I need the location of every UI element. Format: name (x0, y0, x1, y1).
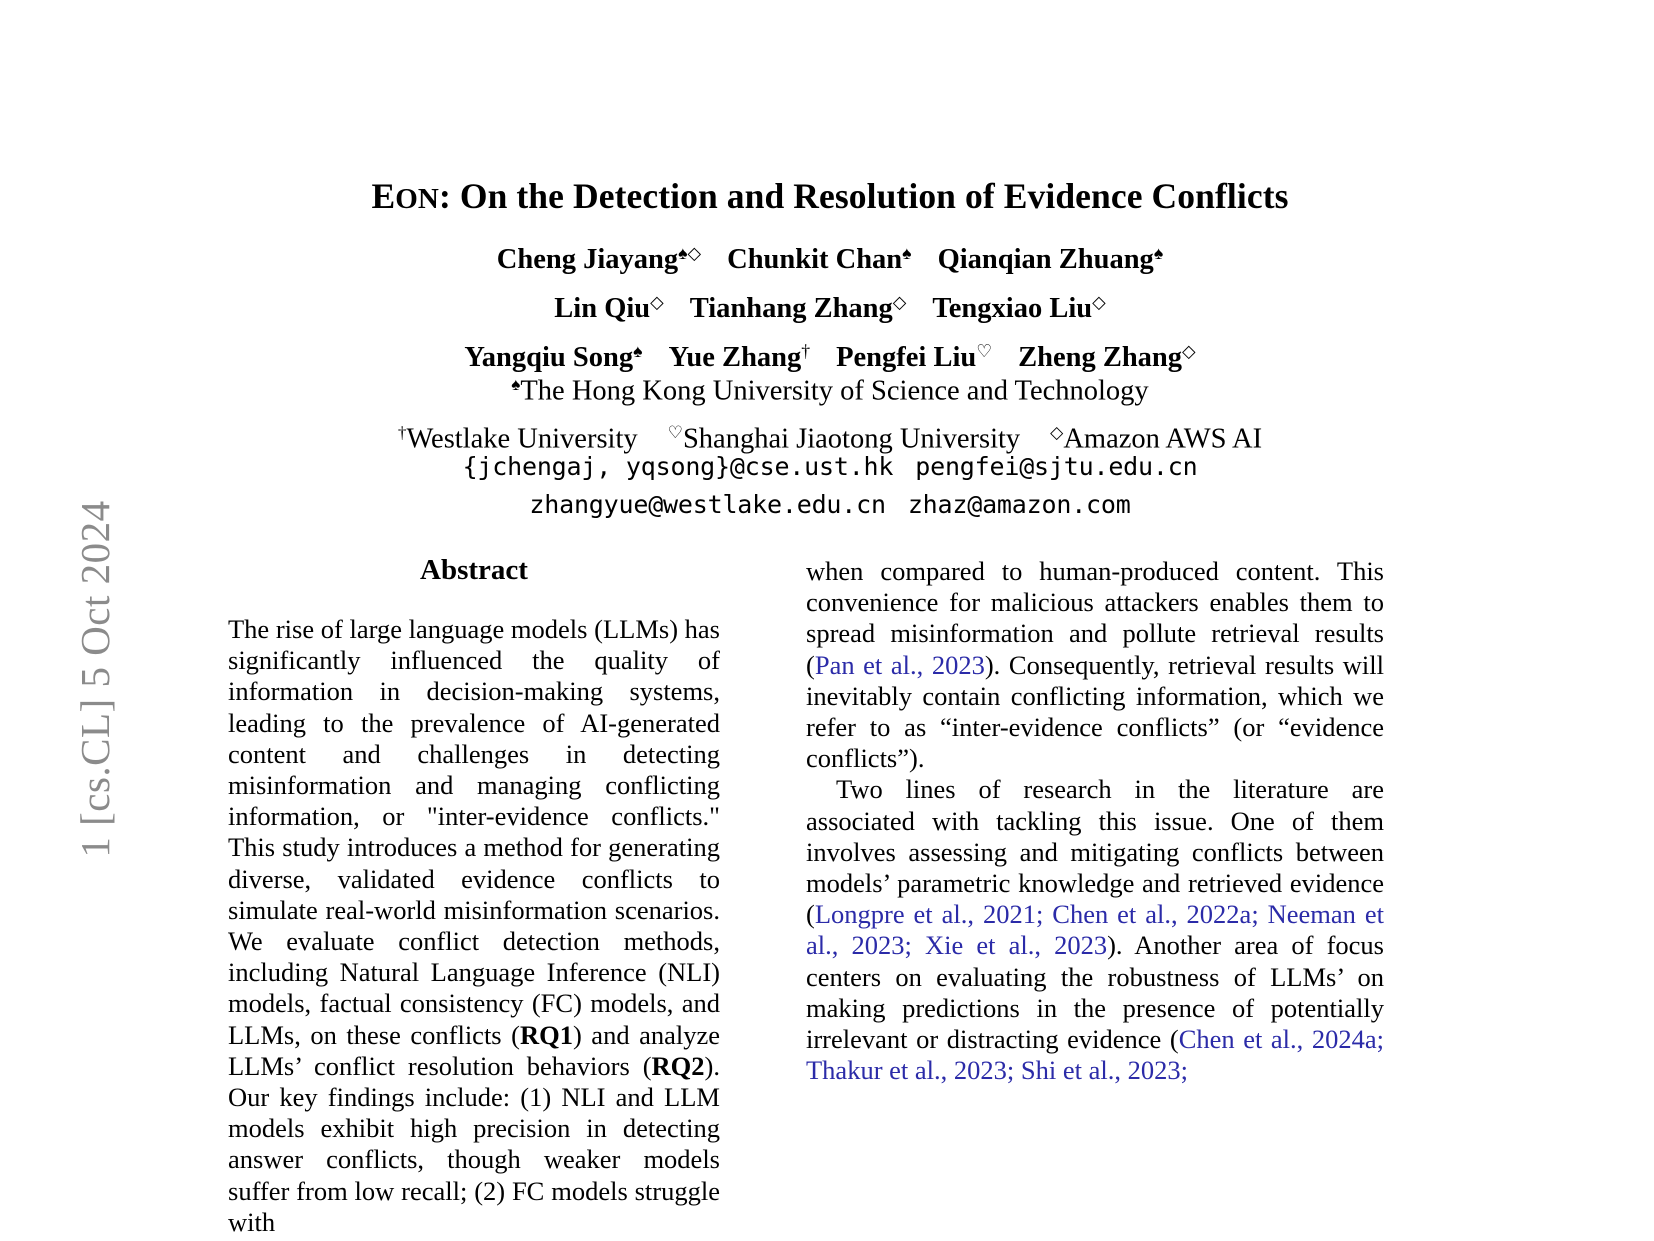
author-name: Pengfei Liu (836, 342, 977, 374)
author-name: Yangqiu Song (464, 342, 634, 374)
citation-link[interactable]: Shi et al., 2023 (1020, 1055, 1181, 1086)
affiliation-name: The Hong Kong University of Science and Technology (520, 375, 1149, 407)
intro-p1-part-1: when compared to human-produced content. This convenience for malicious attackers enables them to spread misinformation and pollute retrieval results ( (806, 556, 1384, 680)
author-line (180, 232, 1480, 281)
author-name: Tianhang Zhang (689, 293, 893, 325)
citation-separator: ; (1180, 1055, 1189, 1086)
arxiv-identifier-stamp: 1 [cs.CL] 5 Oct 2024 (72, 500, 118, 858)
citation-link[interactable]: Longpre et al., 2021 (814, 899, 1036, 930)
citation-separator: ; (904, 930, 925, 961)
abstract-heading: Abstract (420, 554, 528, 586)
intro-p2-part-2: ). Another area of focus centers on evaluating the robustness of LLMs’ on making predictions in the presence of potentially irrelevant or distracting evidence ( (806, 930, 1384, 1055)
citation-separator: ; (1376, 1024, 1384, 1055)
author-list (180, 232, 1480, 380)
affiliation-name: Westlake University (406, 423, 638, 455)
author-name: Cheng Jiayang (496, 244, 679, 276)
intro-p2-part-1: Two lines of research in the literature are associated with tackling this issue. One of them involves assessing and mitigating conflicts between models’ parametric knowledge and retrieved evidence ( (806, 774, 1384, 930)
abstract-paragraph (228, 614, 720, 1238)
contact-emails (180, 448, 1480, 524)
introduction-column (806, 556, 1384, 1086)
affiliation-list (180, 364, 1480, 461)
abstract-text-part-2: ) and analyze LLMs’ conflict resolution behaviors ( (228, 1019, 720, 1081)
author-line (180, 281, 1480, 330)
citation-separator: ; (1006, 1055, 1021, 1086)
email-address[interactable]: zhaz@amazon.com (907, 490, 1131, 519)
author-affil-mark-diamond: ◇ (1092, 292, 1106, 313)
citation-separator: ; (1035, 899, 1053, 930)
author-name: Yue Zhang (668, 342, 802, 374)
title-lead: E (371, 176, 396, 216)
research-question-1-label: RQ1 (519, 1019, 573, 1050)
affiliation-name: Shanghai Jiaotong University (682, 423, 1021, 455)
research-question-2-label: RQ2 (651, 1050, 705, 1081)
intro-paragraph-1 (806, 556, 1384, 774)
citation-link[interactable]: Neeman et al., 2023 (806, 899, 1384, 961)
author-affil-mark-spade: ♠ (1153, 243, 1164, 263)
title-smallcaps: ON (395, 183, 439, 215)
citation-link[interactable]: Pan et al., 2023 (814, 649, 985, 680)
author-affil-mark-heart: ♡ (976, 341, 993, 362)
email-address[interactable]: zhangyue@westlake.edu.cn (529, 490, 886, 519)
intro-paragraph-2 (806, 774, 1384, 1086)
citation-link[interactable]: Chen et al., 2024a (1178, 1024, 1377, 1055)
abstract-text-part-3: ). Our key findings include: (1) NLI and LLM models exhibit high precision in detecting answer conflicts, though weaker models suffer from low recall; (2) FC models struggle with (228, 1050, 720, 1237)
author-name: Qianqian Zhuang (937, 244, 1154, 276)
email-line (180, 486, 1480, 524)
title-rest: : On the Detection and Resolution of Evidence Conflicts (438, 176, 1289, 216)
email-address[interactable]: {jchengaj, yqsong}@cse.ust.hk (462, 452, 894, 481)
author-name: Chunkit Chan (727, 244, 903, 276)
page-title (180, 176, 1480, 217)
author-name: Zheng Zhang (1018, 342, 1183, 374)
abstract-body (228, 614, 720, 1238)
affil-mark-dagger: † (397, 423, 407, 443)
affiliation-line (180, 364, 1480, 412)
affil-mark-spade: ♠ (511, 375, 521, 394)
citation-link[interactable]: Thakur et al., 2023 (806, 1055, 1007, 1086)
author-affil-mark-diamond: ◇ (687, 243, 702, 263)
affil-mark-diamond: ◇ (1050, 423, 1064, 443)
email-address[interactable]: pengfei@sjtu.edu.cn (915, 452, 1198, 481)
author-affil-mark-diamond: ◇ (892, 292, 907, 313)
author-affil-mark-spade: ♠ (902, 243, 912, 263)
affiliation-name: Amazon AWS AI (1063, 423, 1263, 455)
author-affil-mark-dagger: † (801, 341, 811, 362)
author-affil-mark-spade: ♠ (678, 243, 688, 263)
abstract-text-part-1: The rise of large language models (LLMs) has significantly influenced the quality of information in decision-making systems, leading to the prevalence of AI-generated content and challenges in detecting misinformation and managing conflicting information, or "inter-evidence conflicts." This study introduces a method for generating diverse, validated evidence conflicts to simulate real-world misinformation scenarios. We evaluate conflict detection methods, including Natural Language Inference (NLI) models, factual consistency (FC) models, and LLMs, on these conflicts ( (228, 614, 720, 1050)
citation-link[interactable]: Xie et al., 2023 (924, 930, 1108, 961)
abstract-column (228, 556, 720, 1238)
email-line (180, 448, 1480, 486)
citation-separator: ; (1251, 899, 1268, 930)
author-name: Tengxiao Liu (932, 293, 1093, 325)
author-affil-mark-spade: ♠ (633, 341, 643, 362)
affil-mark-heart: ♡ (667, 423, 683, 443)
citation-link[interactable]: Chen et al., 2022a (1052, 899, 1252, 930)
intro-p1-part-2: ). Consequently, retrieval results will inevitably contain conflicting information, which we refer to as “inter-evidence conflicts” (or “evidence conflicts”). (806, 649, 1385, 774)
author-name: Lin Qiu (554, 293, 651, 325)
author-affil-mark-diamond: ◇ (650, 292, 664, 313)
author-affil-mark-diamond: ◇ (1182, 341, 1196, 362)
